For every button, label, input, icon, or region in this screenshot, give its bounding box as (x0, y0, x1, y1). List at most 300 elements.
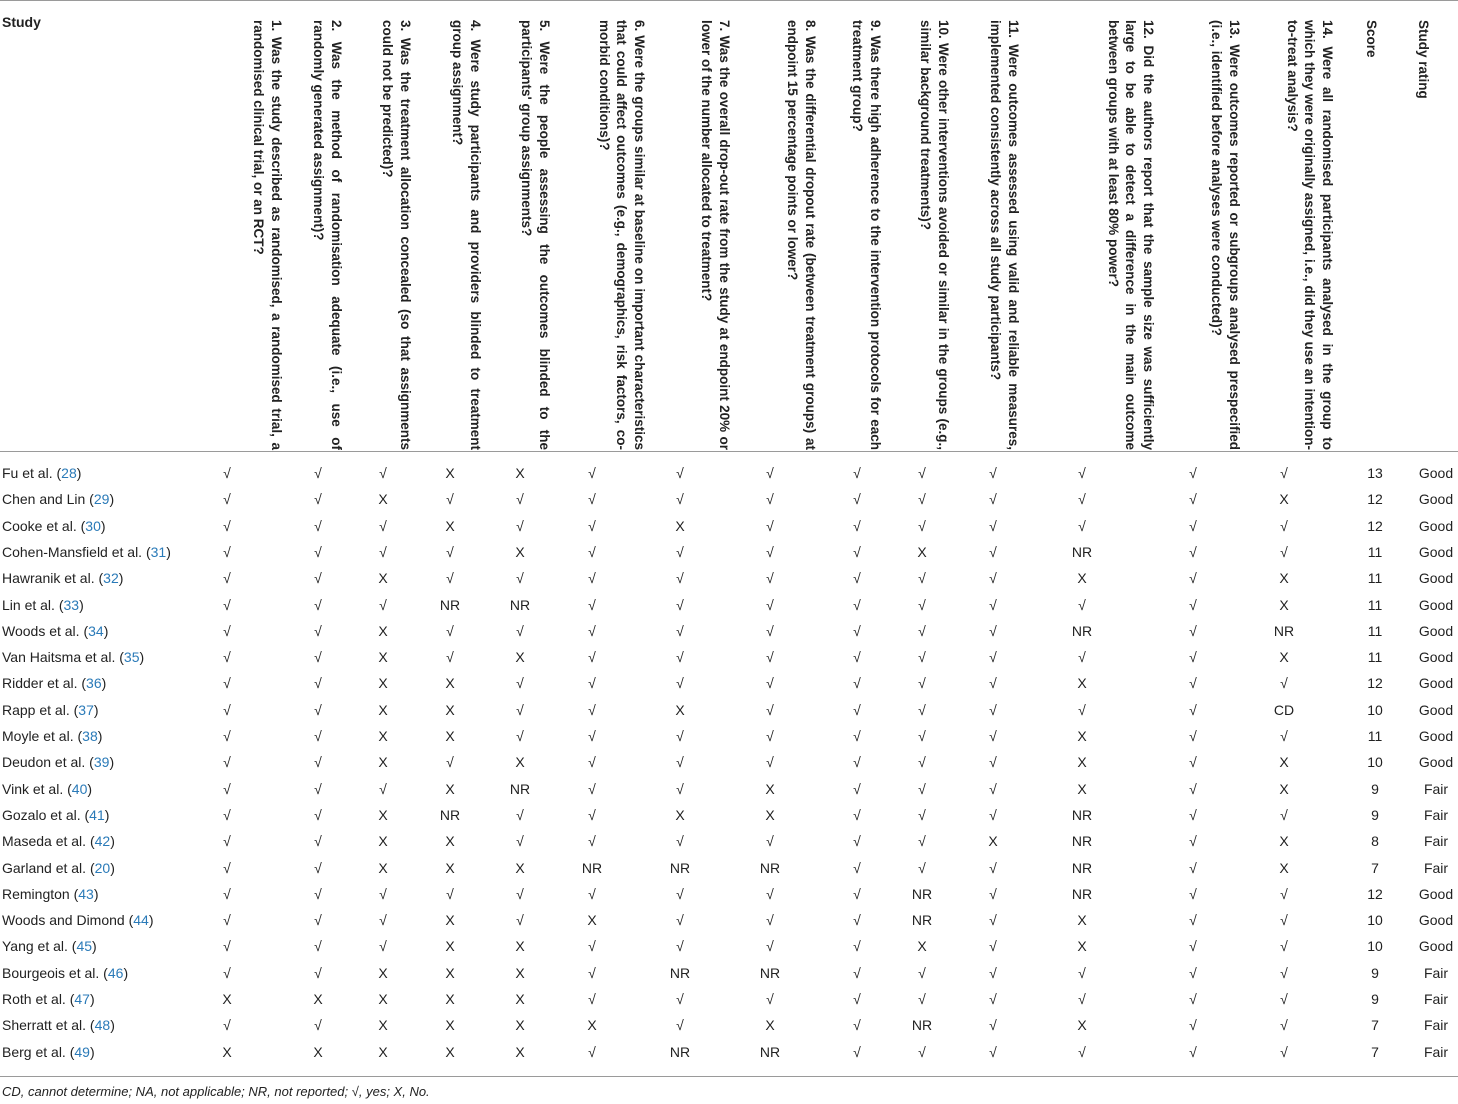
table-row (0, 802, 1458, 828)
criterion-cell: √ (1280, 938, 1288, 955)
score-cell: 13 (1367, 465, 1383, 481)
criterion-cell: √ (918, 675, 926, 692)
rating-cell: Good (1418, 649, 1454, 666)
criterion-cell: √ (223, 780, 231, 797)
study-name: Yang et al. (45) (2, 938, 97, 955)
criterion-cell: X (515, 1043, 525, 1060)
criterion-cell: √ (1078, 991, 1086, 1007)
rating-cell: Fair (1423, 859, 1449, 876)
criterion-cell: √ (1189, 570, 1197, 587)
study-name: Vink et al. (40) (2, 780, 93, 797)
criterion-cell: √ (223, 675, 231, 692)
criterion-cell: X (445, 859, 455, 876)
rating-cell: Good (1418, 622, 1454, 639)
criterion-cell: √ (223, 964, 231, 981)
criterion-cell: √ (853, 754, 861, 771)
criterion-cell: √ (766, 517, 774, 534)
header-rule (0, 451, 1458, 452)
criterion-cell: X (515, 964, 525, 981)
criterion-cell: √ (314, 596, 322, 613)
criterion-cell: √ (853, 859, 861, 876)
question-header-13: 13. Were outcomes reported or subgroups analysed prespecified (i.e., identified before analyses were conducted)? (1209, 20, 1242, 450)
score-cell: 9 (1371, 991, 1379, 1007)
study-name-text: Moyle et al. (2, 728, 74, 744)
criterion-cell: √ (223, 754, 231, 771)
criterion-cell: √ (314, 570, 322, 587)
criterion-cell: √ (223, 543, 231, 560)
criterion-cell: √ (379, 543, 387, 560)
question-header-8: 8. Was the differential dropout rate (between treatment groups) at endpoint 15 percentage points or lower? (785, 20, 818, 450)
criterion-cell: √ (676, 991, 684, 1007)
reference-link[interactable]: 28 (61, 465, 77, 481)
criterion-cell: √ (223, 596, 231, 613)
criterion-cell: √ (918, 1043, 926, 1060)
criterion-cell: √ (223, 859, 231, 876)
reference-link[interactable]: 45 (76, 938, 93, 955)
criterion-cell: √ (314, 912, 322, 929)
criterion-cell: √ (1189, 806, 1197, 823)
table-row (0, 986, 1458, 1012)
criterion-cell: √ (446, 491, 454, 508)
criterion-cell: X (675, 701, 685, 718)
score-cell: 8 (1371, 833, 1379, 850)
question-header-14: 14. Were all randomised participants analysed in the group to which they were originally assigned, i.e., did they use an intention-to-treat analysis? (1285, 20, 1335, 450)
criterion-cell: √ (223, 465, 231, 481)
study-name-text: Vink et al. (2, 780, 64, 797)
criterion-cell: √ (853, 465, 861, 481)
criterion-cell: √ (676, 912, 684, 929)
study-column-header: Study (2, 14, 41, 30)
criterion-cell: NR (439, 806, 461, 823)
criterion-cell: NR (911, 912, 933, 929)
criterion-cell: X (445, 912, 455, 929)
criterion-cell: √ (1078, 465, 1086, 481)
criterion-cell: √ (676, 570, 684, 587)
criterion-cell: √ (853, 1017, 861, 1034)
score-cell: 11 (1367, 728, 1383, 744)
table-row (0, 539, 1458, 565)
criterion-cell: √ (223, 570, 231, 587)
criterion-cell: √ (1280, 728, 1288, 744)
criterion-cell: √ (314, 754, 322, 771)
criterion-cell: √ (766, 728, 774, 744)
table-row (0, 776, 1458, 802)
score-cell: 12 (1367, 675, 1383, 692)
table-row (0, 697, 1458, 723)
criterion-cell: X (378, 1017, 388, 1034)
criterion-cell: NR (1071, 543, 1093, 560)
criterion-cell: √ (379, 780, 387, 797)
criterion-cell: √ (1280, 991, 1288, 1007)
criterion-cell: √ (766, 991, 774, 1007)
study-name: Woods et al. (34) (2, 622, 109, 639)
criterion-cell: √ (314, 833, 322, 850)
reference-link[interactable]: 35 (123, 649, 140, 666)
study-name-text: Cooke et al. (2, 517, 77, 534)
criterion-cell: X (1279, 780, 1289, 797)
criterion-cell: NR (759, 859, 781, 876)
criterion-cell: X (1279, 833, 1289, 850)
criterion-cell: √ (918, 465, 926, 481)
criterion-cell: X (515, 1017, 525, 1034)
criterion-cell: X (917, 543, 927, 560)
reference-link[interactable]: 30 (85, 517, 101, 534)
score-cell: 11 (1367, 570, 1383, 587)
criterion-cell: NR (759, 1043, 781, 1060)
rating-cell: Fair (1423, 780, 1449, 797)
criterion-cell: √ (223, 649, 231, 666)
criterion-cell: √ (223, 622, 231, 639)
criterion-cell: √ (918, 491, 926, 508)
table-row (0, 1012, 1458, 1038)
reference-link[interactable]: 20 (94, 859, 111, 876)
criterion-cell: √ (766, 701, 774, 718)
criterion-cell: √ (766, 465, 774, 481)
rating-cell: Good (1418, 912, 1454, 929)
criterion-cell: X (445, 964, 455, 981)
criterion-cell: √ (588, 833, 596, 850)
criterion-cell: √ (446, 622, 454, 639)
criterion-cell: NR (759, 964, 781, 981)
rating-cell: Good (1418, 754, 1454, 771)
study-name-text: Ridder et al. (2, 675, 78, 692)
criterion-cell: √ (918, 806, 926, 823)
rating-cell: Fair (1423, 1017, 1449, 1034)
criterion-cell: X (1077, 570, 1087, 587)
criterion-cell: √ (989, 517, 997, 534)
criterion-cell: X (1279, 649, 1289, 666)
reference-link[interactable]: 44 (133, 912, 149, 929)
study-name: Cooke et al. (30) (2, 517, 106, 534)
criterion-cell: X (378, 806, 388, 823)
score-cell: 11 (1367, 596, 1383, 613)
reference-link[interactable]: 38 (82, 728, 98, 744)
criterion-cell: √ (853, 517, 861, 534)
criterion-cell: X (675, 806, 685, 823)
score-cell: 10 (1367, 754, 1383, 771)
table-row (0, 881, 1458, 907)
criterion-cell: √ (446, 570, 454, 587)
criterion-cell: √ (588, 517, 596, 534)
criterion-cell: √ (766, 649, 774, 666)
criterion-cell: √ (853, 964, 861, 981)
criterion-cell: √ (1280, 1043, 1288, 1060)
criterion-cell: X (445, 701, 455, 718)
rating-cell: Good (1418, 465, 1454, 481)
criterion-cell: √ (1189, 465, 1197, 481)
table-row (0, 592, 1458, 618)
criterion-cell: X (378, 991, 388, 1007)
criterion-cell: X (378, 728, 388, 744)
score-cell: 7 (1371, 859, 1379, 876)
criterion-cell: √ (1189, 912, 1197, 929)
criterion-cell: X (378, 649, 388, 666)
criterion-cell: √ (1189, 938, 1197, 955)
criterion-cell: NR (1071, 806, 1093, 823)
criterion-cell: X (378, 570, 388, 587)
criterion-cell: √ (379, 596, 387, 613)
criterion-cell: X (515, 649, 525, 666)
reference-link[interactable]: 36 (86, 675, 102, 692)
criterion-cell: √ (989, 912, 997, 929)
criterion-cell: √ (989, 806, 997, 823)
criterion-cell: X (1077, 754, 1087, 771)
rating-cell: Good (1418, 596, 1454, 613)
criterion-cell: √ (588, 649, 596, 666)
criterion-cell: √ (314, 622, 322, 639)
reference-link[interactable]: 39 (93, 754, 110, 771)
criterion-cell: √ (314, 728, 322, 744)
criterion-cell: √ (676, 780, 684, 797)
criterion-cell: √ (314, 491, 322, 508)
criterion-cell: √ (588, 728, 596, 744)
question-header-3: 3. Was the treatment allocation concealed (so that assignments could not be predicted)? (380, 20, 413, 450)
criterion-cell: √ (918, 596, 926, 613)
criterion-cell: √ (516, 517, 524, 534)
study-name-text: Hawranik et al. (2, 570, 95, 587)
criterion-cell: X (378, 964, 388, 981)
score-cell: 11 (1367, 543, 1383, 560)
criterion-cell: √ (676, 543, 684, 560)
score-cell: 11 (1367, 649, 1383, 666)
reference-link[interactable]: 34 (88, 622, 104, 639)
study-name-text: Woods and Dimond (2, 912, 125, 929)
criterion-cell: NR (669, 964, 691, 981)
study-name: Van Haitsma et al. (35) (2, 649, 145, 666)
criterion-cell: √ (766, 596, 774, 613)
criterion-cell: X (313, 991, 323, 1007)
study-name: Gozalo et al. (41) (2, 806, 110, 823)
study-name: Chen and Lin (29) (2, 491, 115, 508)
criterion-cell: √ (676, 596, 684, 613)
criterion-cell: √ (314, 517, 322, 534)
criterion-cell: √ (853, 728, 861, 744)
score-cell: 7 (1371, 1017, 1379, 1034)
criterion-cell: √ (1078, 649, 1086, 666)
criterion-cell: √ (446, 543, 454, 560)
criterion-cell: √ (853, 833, 861, 850)
criterion-cell: X (222, 1043, 232, 1060)
table-row (0, 486, 1458, 512)
criterion-cell: X (378, 859, 388, 876)
criterion-cell: √ (379, 465, 387, 481)
criterion-cell: X (515, 754, 525, 771)
criterion-cell: √ (989, 728, 997, 744)
criterion-cell: √ (918, 517, 926, 534)
criterion-cell: X (1077, 1017, 1087, 1034)
criterion-cell: √ (1280, 1017, 1288, 1034)
criterion-cell: NR (439, 596, 461, 613)
criterion-cell: √ (676, 465, 684, 481)
criterion-cell: X (765, 806, 775, 823)
bottom-rule (0, 1076, 1458, 1077)
criterion-cell: √ (918, 991, 926, 1007)
study-name: Hawranik et al. (32) (2, 570, 124, 587)
study-name-text: Chen and Lin (2, 491, 86, 508)
criterion-cell: √ (1189, 649, 1197, 666)
reference-link[interactable]: 31 (150, 543, 167, 560)
score-cell: 12 (1367, 491, 1383, 508)
criterion-cell: √ (516, 570, 524, 587)
reference-link[interactable]: 47 (74, 991, 90, 1007)
reference-link[interactable]: 49 (74, 1043, 90, 1060)
criterion-cell: √ (223, 491, 231, 508)
study-name: Deudon et al. (39) (2, 754, 115, 771)
criterion-cell: √ (1189, 491, 1197, 508)
criterion-cell: √ (766, 491, 774, 508)
criterion-cell: √ (989, 859, 997, 876)
study-name-text: Rapp et al. (2, 701, 70, 718)
criterion-cell: √ (379, 517, 387, 534)
study-name: Berg et al. (49) (2, 1043, 95, 1060)
score-cell: 12 (1367, 517, 1383, 534)
criterion-cell: NR (509, 596, 531, 613)
reference-link[interactable]: 41 (89, 806, 105, 823)
reference-link[interactable]: 42 (94, 833, 111, 850)
reference-link[interactable]: 33 (63, 596, 80, 613)
criterion-cell: X (445, 991, 455, 1007)
question-header-6: 6. Were the groups similar at baseline on important characteristics that could affect outcomes (e.g., demographics, risk factors, co-morbid conditions)? (597, 20, 647, 450)
criterion-cell: √ (314, 543, 322, 560)
criterion-cell: √ (853, 596, 861, 613)
criterion-cell: √ (918, 622, 926, 639)
criterion-cell: √ (588, 806, 596, 823)
criterion-cell: √ (1280, 465, 1288, 481)
question-header-16: Study rating (1416, 20, 1431, 99)
study-name-text: Yang et al. (2, 938, 68, 955)
study-name: Lin et al. (33) (2, 596, 84, 613)
reference-link[interactable]: 43 (78, 885, 94, 902)
criterion-cell: X (445, 938, 455, 955)
criterion-cell: √ (379, 938, 387, 955)
criterion-cell: √ (1189, 1017, 1197, 1034)
criterion-cell: X (1077, 780, 1087, 797)
criterion-cell: √ (588, 596, 596, 613)
criterion-cell: √ (1189, 859, 1197, 876)
criterion-cell: √ (1280, 675, 1288, 692)
study-name: Remington (43) (2, 885, 99, 902)
criterion-cell: X (587, 912, 597, 929)
reference-link[interactable]: 32 (103, 570, 119, 587)
criterion-cell: X (378, 1043, 388, 1060)
criterion-cell: √ (223, 701, 231, 718)
criterion-cell: X (1077, 728, 1087, 744)
criterion-cell: X (515, 991, 525, 1007)
criterion-cell: √ (516, 806, 524, 823)
criterion-cell: √ (989, 491, 997, 508)
criterion-cell: √ (853, 649, 861, 666)
criterion-cell: √ (766, 675, 774, 692)
table-row (0, 749, 1458, 775)
criterion-cell: √ (516, 491, 524, 508)
criterion-cell: X (1279, 491, 1289, 508)
criterion-cell: √ (446, 885, 454, 902)
criterion-cell: √ (588, 570, 596, 587)
criterion-cell: X (515, 465, 525, 481)
criterion-cell: √ (918, 859, 926, 876)
rating-cell: Fair (1423, 1043, 1449, 1060)
criterion-cell: √ (989, 1017, 997, 1034)
criterion-cell: √ (989, 465, 997, 481)
criterion-cell: √ (314, 675, 322, 692)
question-header-5: 5. Were the people assessing the outcomes blinded to the participants' group assignments? (519, 20, 552, 450)
study-name-text: Fu et al. (2, 465, 53, 481)
rating-cell: Good (1418, 543, 1454, 560)
table-row (0, 513, 1458, 539)
criterion-cell: √ (379, 885, 387, 902)
reference-link[interactable]: 48 (94, 1017, 111, 1034)
rating-cell: Good (1418, 728, 1454, 744)
rating-cell: Good (1418, 885, 1454, 902)
score-cell: 9 (1371, 780, 1379, 797)
criterion-cell: √ (1280, 964, 1288, 981)
score-cell: 12 (1367, 885, 1383, 902)
criterion-cell: √ (588, 938, 596, 955)
study-name-text: Bourgeois et al. (2, 964, 100, 981)
table-row (0, 828, 1458, 854)
criterion-cell: X (378, 491, 388, 508)
score-cell: 7 (1371, 1043, 1379, 1060)
table-footnote: CD, cannot determine; NA, not applicable; NR, not reported; √, yes; X, No. (2, 1084, 430, 1099)
study-name: Maseda et al. (42) (2, 833, 115, 850)
criterion-cell: NR (509, 780, 531, 797)
criterion-cell: √ (676, 938, 684, 955)
criterion-cell: √ (1078, 1043, 1086, 1060)
criterion-cell: √ (676, 675, 684, 692)
score-cell: 10 (1367, 701, 1383, 718)
criterion-cell: √ (766, 570, 774, 587)
criterion-cell: √ (853, 991, 861, 1007)
reference-link[interactable]: 40 (71, 780, 88, 797)
criterion-cell: √ (223, 1017, 231, 1034)
criterion-cell: NR (1273, 622, 1295, 639)
criterion-cell: √ (989, 649, 997, 666)
criterion-cell: √ (853, 491, 861, 508)
criterion-cell: √ (989, 543, 997, 560)
criterion-cell: √ (588, 991, 596, 1007)
criterion-cell: X (378, 701, 388, 718)
criterion-cell: √ (314, 465, 322, 481)
criterion-cell: √ (766, 912, 774, 929)
study-name: Garland et al. (20) (2, 859, 115, 876)
criterion-cell: √ (989, 570, 997, 587)
reference-link[interactable]: 29 (93, 491, 110, 508)
criterion-cell: √ (989, 622, 997, 639)
criterion-cell: √ (1189, 754, 1197, 771)
reference-link[interactable]: 46 (107, 964, 124, 981)
criterion-cell: √ (676, 728, 684, 744)
question-header-7: 7. Was the overall drop-out rate from the study at endpoint 20% or lower of the number allocated to treatment? (699, 20, 732, 450)
criterion-cell: X (378, 754, 388, 771)
table-row (0, 618, 1458, 644)
criterion-cell: √ (516, 885, 524, 902)
criterion-cell: √ (223, 885, 231, 902)
criterion-cell: √ (918, 964, 926, 981)
rating-cell: Good (1418, 938, 1454, 955)
study-name: Rapp et al. (37) (2, 701, 99, 718)
criterion-cell: √ (588, 1043, 596, 1060)
criterion-cell: X (445, 675, 455, 692)
criterion-cell: √ (676, 622, 684, 639)
criterion-cell: √ (853, 675, 861, 692)
criterion-cell: NR (911, 1017, 933, 1034)
study-name-text: Remington (2, 885, 70, 902)
study-name: Bourgeois et al. (46) (2, 964, 129, 981)
criterion-cell: √ (223, 833, 231, 850)
rating-cell: Good (1418, 675, 1454, 692)
reference-link[interactable]: 37 (78, 701, 94, 718)
rating-cell: Fair (1423, 991, 1449, 1007)
